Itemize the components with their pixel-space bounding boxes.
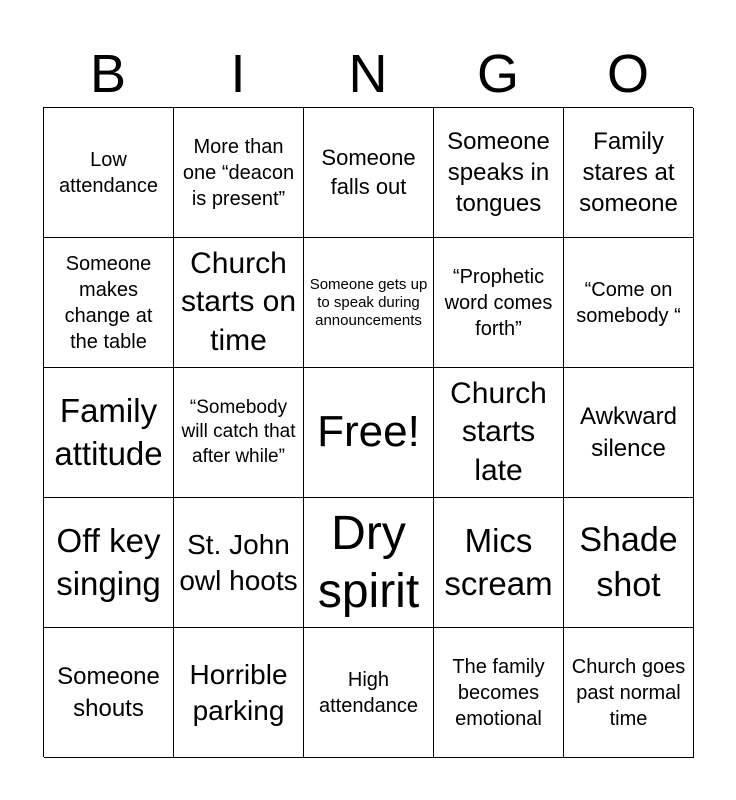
bingo-cell-text: High attendance [319, 668, 418, 717]
bingo-cell-text: Church goes past normal time [571, 655, 686, 730]
bingo-cell-text: “Somebody will catch that after while” [181, 397, 296, 467]
bingo-cell-r2-c1[interactable] [44, 238, 174, 368]
bingo-cell-text: Off key singing [56, 521, 161, 602]
bingo-cell-r4-c3[interactable] [304, 498, 434, 628]
bingo-cell-r3-c2[interactable] [174, 368, 304, 498]
bingo-cell-text: Someone shouts [57, 663, 160, 722]
bingo-cell-text: More than one “deacon is present” [182, 135, 295, 210]
bingo-cell-r1-c2[interactable] [174, 108, 304, 238]
header-letter-i: I [230, 44, 246, 104]
bingo-cell-r5-c5[interactable] [564, 628, 694, 758]
bingo-cell-r2-c5[interactable] [564, 238, 694, 368]
bingo-cell-text: Someone makes change at the table [64, 252, 153, 353]
bingo-cell-text: “Prophetic word comes forth” [444, 265, 553, 340]
bingo-cell-text: Horrible parking [189, 658, 288, 726]
bingo-cell-text: Someone falls out [321, 144, 416, 199]
bingo-cell-text: The family becomes emotional [452, 655, 545, 730]
bingo-cell-r4-c1[interactable] [44, 498, 174, 628]
bingo-cell-r3-c5[interactable] [564, 368, 694, 498]
bingo-cell-r2-c2[interactable] [174, 238, 304, 368]
bingo-cell-r5-c1[interactable] [44, 628, 174, 758]
bingo-cell-text: Low attendance [59, 148, 158, 197]
bingo-cell-text: Shade shot [579, 521, 678, 604]
bingo-cell-text: “Come on somebody “ [576, 278, 681, 327]
bingo-board [43, 107, 693, 757]
bingo-cell-text: Mics scream [444, 521, 553, 602]
bingo-header [43, 40, 693, 108]
bingo-cell-r1-c1[interactable] [44, 108, 174, 238]
bingo-cell-r1-c3[interactable] [304, 108, 434, 238]
bingo-cell-r2-c3[interactable] [304, 238, 434, 368]
bingo-cell-text: Dry spirit [317, 506, 420, 618]
header-letter-b: B [89, 44, 127, 104]
header-letter-g: G [476, 44, 519, 104]
bingo-cell-text: Someone speaks in tongues [447, 127, 550, 218]
bingo-cell-text: Family attitude [54, 391, 163, 472]
bingo-cell-r4-c4[interactable] [434, 498, 564, 628]
bingo-cell-r3-c3-free[interactable] [304, 368, 434, 498]
bingo-cell-r3-c1[interactable] [44, 368, 174, 498]
bingo-cell-r4-c2[interactable] [174, 498, 304, 628]
bingo-cell-r3-c4[interactable] [434, 368, 564, 498]
bingo-cell-text: Awkward silence [580, 403, 677, 462]
bingo-cell-r5-c3[interactable] [304, 628, 434, 758]
bingo-cell-r1-c5[interactable] [564, 108, 694, 238]
bingo-cell-text: Church starts on time [180, 246, 297, 357]
bingo-cell-r1-c4[interactable] [434, 108, 564, 238]
bingo-cell-r5-c2[interactable] [174, 628, 304, 758]
bingo-cell-text: St. John owl hoots [179, 528, 298, 596]
bingo-cell-r2-c4[interactable] [434, 238, 564, 368]
bingo-cell-r5-c4[interactable] [434, 628, 564, 758]
bingo-cell-text: Someone gets up to speak during announcements [309, 275, 428, 329]
bingo-cell-text: Family stares at someone [579, 127, 678, 218]
bingo-cell-text: Church starts late [450, 376, 547, 487]
bingo-cell-r4-c5[interactable] [564, 498, 694, 628]
header-letter-n: N [348, 44, 388, 104]
free-space-label: Free! [317, 407, 420, 457]
header-letter-o: O [606, 44, 649, 104]
